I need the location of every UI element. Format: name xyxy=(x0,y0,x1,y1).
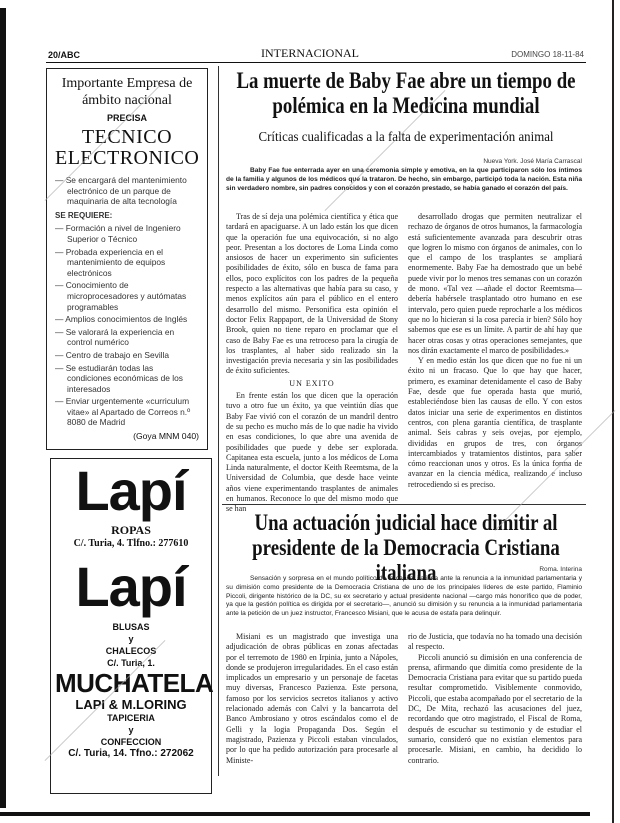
ad-item: — Amplios conocimientos de Inglés xyxy=(55,314,188,325)
article1-headline: La muerte de Baby Fae abre un tiempo de polémica en la Medicina mundial xyxy=(236,68,576,118)
ad-requires: SE REQUIERE: xyxy=(55,210,113,220)
ad-address: C/. Turia, 4. Tlfno.: 277610 xyxy=(73,538,189,549)
bottom-rule xyxy=(0,812,590,816)
ad-item: — Probada experiencia en el mantenimiento de equipos electrónicos xyxy=(55,246,166,278)
muchatela-logo: MUCHATELA xyxy=(55,668,214,698)
ad-line1: Importante Empresa de xyxy=(61,76,193,91)
ad-intro: — Se encargará del mantenimiento electrónico de un parque de maquinaria de alta tecnología xyxy=(55,175,187,207)
article2-lead: Sensación y sorpresa en el mundo político de la capital italiana ante la renuncia a la inmunidad parlamentaria y su dimisión como presidente de la Democracia Cristiana de uno de los principales líderes de este partido, Flaminio Piccoli, dirigente histórico de la DC, su ex secretario y actual presidente nacional —cargo más honorífico que de poder, ya que la gestión política es dirigida por el secretario—, anunció su dimisión y su renuncia a la inmunidad parlamentaria ante la petición de un juez instructor, Francesco Misiani, que le acusa de estafa para delinquir. xyxy=(226,575,582,618)
ad-item: — Formación a nivel de Ingeniero Superior o Técnico xyxy=(55,223,181,244)
paragraph: Misiani es un magistrado que investiga una adjudicación de obras públicas en zonas afectadas por el terremoto de 1980 en Irpinia, junto a Nápoles, donde se produjeron irregularidades. En el caso están implicados un empresario y un personaje de facetas muy diversas, Francesco Pazienza. Este persona, famoso por los servicios secretos italianos y activo relacionado además con Calvi y la bancarrota del Banco Ambrosiano y otros escándalos como el de Gelli y la logia Propaganda Dos. Según el magistrado, Pazienza y Piccoli estaban vinculados, por lo que ha pedido autorización para procesarle al Ministe- xyxy=(226,632,398,765)
ad-tecnico-electronico xyxy=(46,68,208,450)
ad-item: — Enviar urgentemente «curriculum vitae» al Apartado de Correos n.º 8080 de Madrid xyxy=(55,396,191,428)
ad-line2: ámbito nacional xyxy=(82,93,172,108)
article2-column2 xyxy=(408,632,582,774)
article2-column1 xyxy=(226,632,398,774)
ad-item: — Se valorará la experiencia en control numérico xyxy=(55,326,175,348)
ad-ropas: ROPAS xyxy=(111,523,151,537)
issue-date: DOMINGO 18-11-84 xyxy=(511,50,584,59)
ad-y: y xyxy=(128,725,134,735)
article2-headline: Una actuación judicial hace dimitir al presidente de la Democracia Cristiana italiana xyxy=(252,510,560,585)
ad-tapiceria: TAPICERIA xyxy=(107,713,155,723)
paragraph: rio de Justicia, que todavía no ha tomado una decisión al respecto. xyxy=(408,632,582,652)
ad-chalecos: CHALECOS xyxy=(105,646,157,656)
ad-blusas: BLUSAS xyxy=(112,622,150,632)
article1-column2 xyxy=(408,212,582,497)
paragraph: Y en medio están los que dicen que no fue ni un éxito ni un fracaso. Que lo que hay que hacer, primero, es examinar detenidamente el caso de Baby Fae, desde que fue operada hasta que murió, estableciéndose bien las causas de ello. Y con estos datos iniciar una serie de experimentos en distintos centros, con plena garantía científica, de trasplante animal. Seis cabras y seis ovejas, por ejemplo, divididas en grupos de tres, con órganos intercambiados y tratamientos distintos, para saber cómo reaccionan unos y otros. Es la única forma de avanzar en la ciencia médica, realizando e incluso retrocediendo si es preciso. xyxy=(408,356,582,489)
ad-reference: (Goya MNM 040) xyxy=(133,431,199,442)
column-divider xyxy=(218,66,219,776)
article1-subhead: UN EXITO xyxy=(289,378,335,388)
page-number: 20/ABC xyxy=(48,50,81,60)
ad-lapi xyxy=(50,458,212,794)
ad-address: C/. Turia, 14. Tfno.: 272062 xyxy=(68,748,194,759)
paragraph: En frente están los que dicen que la operación tuvo a otro fue un éxito, ya que veintiún días que Baby Fae vivió con el corazón de un mandril dentro de su pecho es mucho más de lo que nadie ha vivido en esas condiciones, lo que abre una avenida de posibilidades que puede y debe ser explorada. Capitanea esta escuela, junto a los médicos de Loma Linda naturalmente, el doctor Keith Reemtsma, de la Universidad de Columbia, que desde hace veinte años viene experimentando trasplantes de animales en humanos. Reconoce lo que del mismo modo que se han xyxy=(226,391,398,514)
article1-subtitle: Críticas cualificadas a la falta de experimentación animal xyxy=(258,130,554,145)
article1-lead: Baby Fae fue enterrada ayer en una ceremonia simple y emotiva, en la que participaron sólo los íntimos de la familia y algunos de los médicos que la trataron. De hecho, sin embargo, participó toda la nación. Esta niña sin verdadero nombre, sin padres conocidos y con el corazón prestado, se había ganado el corazón del país. xyxy=(226,167,582,192)
ad-item: — Se estudiarán todas las condiciones económicas de los interesados xyxy=(55,362,183,394)
ad-lapi-mloring: LAPI & M.LORING xyxy=(75,697,187,712)
ad-confeccion: CONFECCION xyxy=(100,737,162,747)
article1-column1 xyxy=(226,212,398,514)
ad-precisa: PRECISA xyxy=(106,113,147,123)
article-separator xyxy=(222,504,586,505)
ad-title2: ELECTRONICO xyxy=(55,147,200,169)
ad-address: C/. Turia, 1. xyxy=(107,658,155,668)
scan-edge-bar xyxy=(0,8,6,808)
header-rule xyxy=(46,62,586,63)
paragraph: Tras de sí deja una polémica científica y ética que tardará en apaciguarse. A un lado están los que dicen que la operación fue una equivocación, si no algo peor. Presentan a los doctores de Loma Linda como ansiosos de hacer un experimento sin suficientes posibilidades de éxito, sólo en busca de fama para ellos, poco explícitos con los padres de la pequeña respecto a las alternativas que había para su caso, y menos explícitos aún para el público en el entero desarrollo del mismo. Personifica esta opinión el doctor Felix Rappaport, de la Universidad de Stony Brook, quien no tiene reparo en proclamar que el caso de Baby Fae es una retroceso para la cirugía de los trasplantes, al haber sido realizado sin la investigación previa necesaria y sin las posibilidades de éxito suficientes. xyxy=(226,212,398,376)
paragraph: Piccoli anunció su dimisión en una conferencia de prensa, afirmando que dimitía como presidente de la Democracia Cristiana para evitar que su partido pueda resultar comprometido. Visiblemente conmovido, Piccoli, que estaba acompañado por el secretario de la DC, De Mita, rechazó las acusaciones del juez, recordando que otro magistrado, el Fiscal de Roma, después de escuchar su testimonio y de estudiar el sumario, consideró que no existían elementos para procesarle. Misiani, en cambio, ha decidido lo contrario. xyxy=(408,652,582,765)
ad-item: — Centro de trabajo en Sevilla xyxy=(55,349,170,360)
paragraph: desarrollado drogas que permiten neutralizar el rechazo de órganos de otros humanos, la farmacología está suficientemente avanzada para descubrir otras que logren lo mismo con órganos de animales, con lo que el campo de los trasplantes se ampliará enormemente. Baby Fae ha demostrado que un bebé puede vivir por lo menos tres semanas con un corazón de mono. «Tal vez —añade el doctor Reemtsma— debería habérsele trasplantado otro humano en ese intervalo, pero quien puede reprocharle a los médicos que no lo hicieran si la cosa parecía ir bien? Sólo hoy sabemos que ese es un límite. A partir de ahí hay que hacer otras cosas y otras operaciones semejantes, que nos dirán exactamente el marco de posibilidades.» xyxy=(408,212,583,355)
ad-item: — Conocimiento de microprocesadores y autómatas programables xyxy=(55,280,187,312)
lapi-logo: Lapí xyxy=(75,459,187,522)
lapi-logo: Lapí xyxy=(75,555,187,618)
article2-byline: Roma. Interina xyxy=(539,566,582,573)
ad-title1: TECNICO xyxy=(81,126,173,148)
ad-y: y xyxy=(128,634,134,644)
article1-byline: Nueva York. José María Carrascal xyxy=(483,158,582,165)
section-title: INTERNACIONAL xyxy=(261,46,359,60)
